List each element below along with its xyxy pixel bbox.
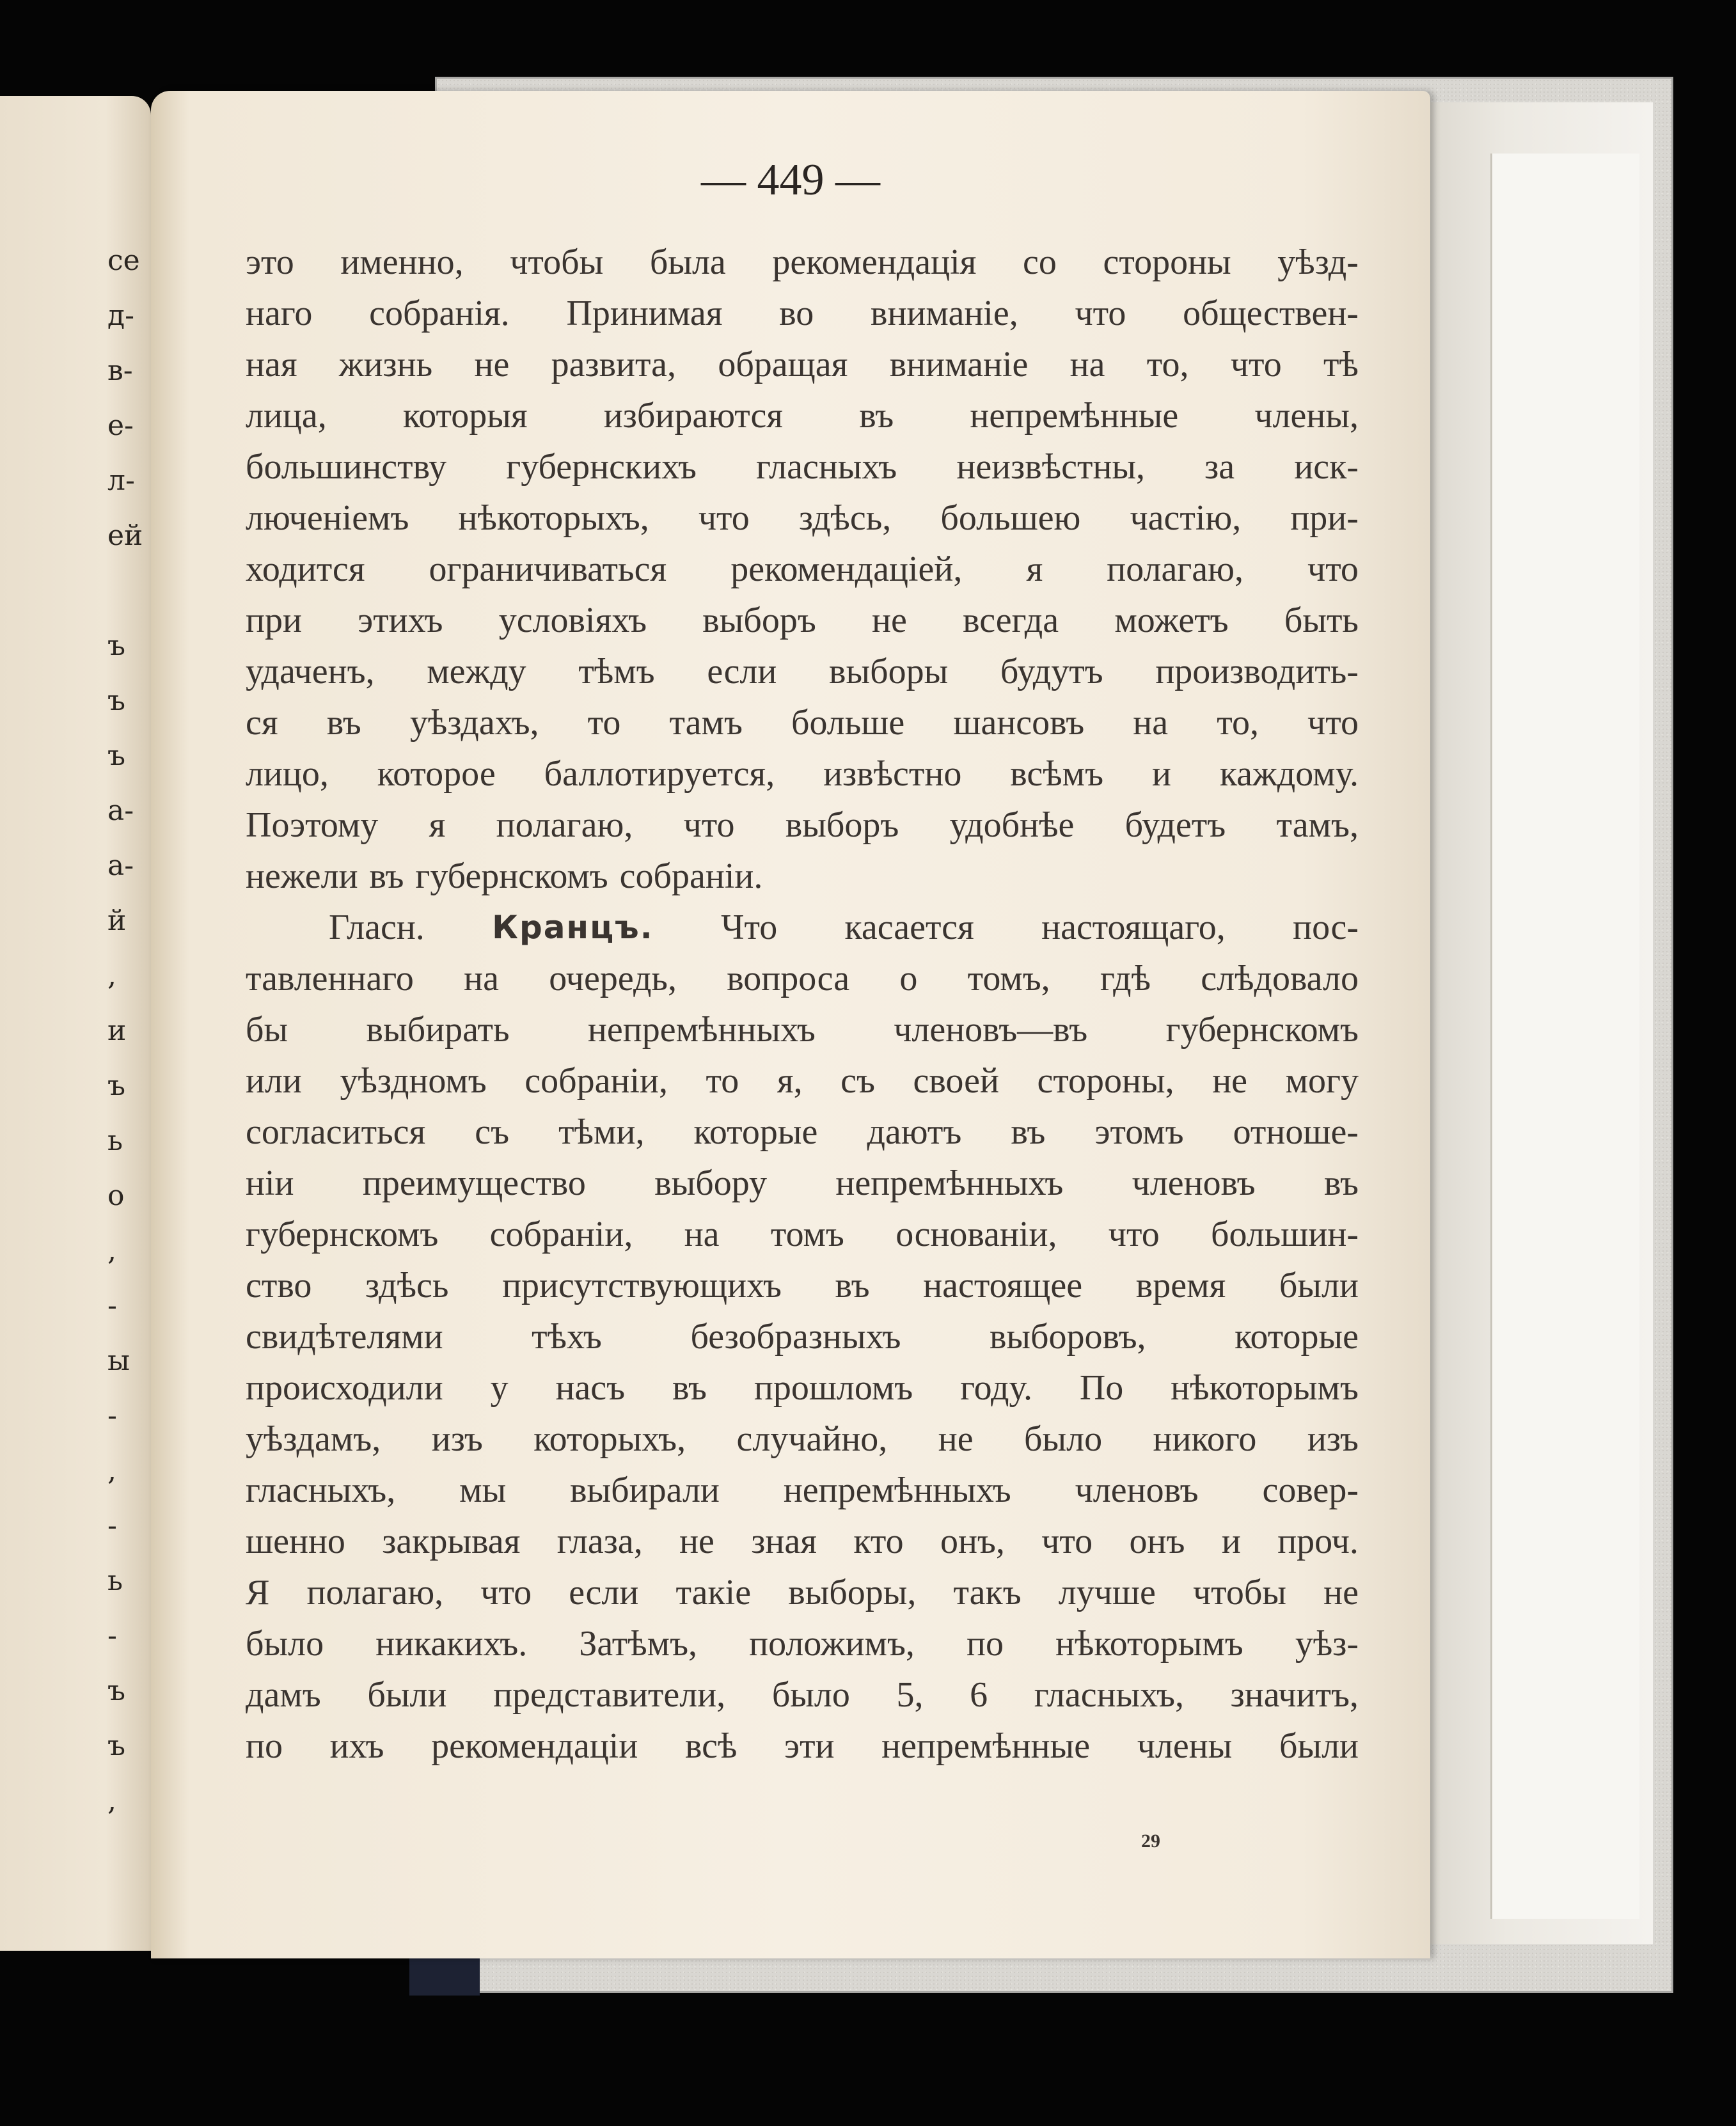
text-word: были bbox=[367, 1675, 447, 1715]
text-word: было bbox=[771, 1675, 850, 1715]
text-word: и bbox=[1221, 1522, 1241, 1561]
text-word: не bbox=[679, 1522, 714, 1561]
text-word: настоящее bbox=[923, 1266, 1083, 1305]
text-word: настоящаго, bbox=[1041, 908, 1226, 947]
text-word: уѣздномъ bbox=[340, 1061, 487, 1101]
text-word: нѣкоторымъ bbox=[1171, 1368, 1359, 1408]
text-word: рекомендаціей, bbox=[730, 549, 963, 589]
text-line bbox=[246, 339, 1359, 390]
text-line bbox=[246, 390, 1359, 441]
text-word: большею bbox=[940, 498, 1081, 538]
text-line bbox=[246, 237, 1359, 288]
text-word: Я bbox=[246, 1573, 270, 1612]
text-line bbox=[246, 748, 1359, 799]
text-word: члены bbox=[1137, 1726, 1233, 1766]
text-word: при- bbox=[1290, 498, 1359, 538]
text-word: которое bbox=[377, 754, 496, 794]
text-word: не bbox=[1212, 1061, 1248, 1101]
text-line bbox=[246, 799, 1359, 851]
text-word: по bbox=[246, 1726, 283, 1766]
text-line bbox=[246, 1004, 1359, 1055]
left-page-fragment: - bbox=[107, 1289, 117, 1322]
text-word: въ bbox=[1011, 1112, 1046, 1152]
text-word: то bbox=[587, 703, 621, 743]
text-word: въ bbox=[326, 703, 361, 743]
text-word: положимъ, bbox=[749, 1624, 915, 1664]
text-line bbox=[246, 953, 1359, 1004]
text-word: насъ bbox=[555, 1368, 626, 1408]
text-word: своей bbox=[913, 1061, 999, 1101]
text-word: на bbox=[1069, 345, 1105, 384]
text-word: больше bbox=[791, 703, 905, 743]
text-word: вопроса bbox=[727, 959, 850, 998]
text-word: изъ bbox=[431, 1419, 483, 1459]
text-word: въ bbox=[369, 856, 404, 896]
text-word: со bbox=[1023, 242, 1057, 282]
text-word: закрывая bbox=[382, 1522, 521, 1561]
text-word: этомъ bbox=[1094, 1112, 1184, 1152]
left-page-fragment: ь bbox=[107, 1124, 123, 1157]
speaker-name: Кранцъ. bbox=[492, 909, 654, 946]
left-page-fragment: й bbox=[107, 904, 127, 937]
text-word: избираются bbox=[603, 396, 784, 436]
text-word: будутъ bbox=[1000, 652, 1103, 691]
left-page-fragment: , bbox=[107, 959, 116, 992]
text-word: выборы, bbox=[788, 1573, 917, 1612]
text-word: во bbox=[779, 294, 814, 333]
text-word: всѣ bbox=[685, 1726, 738, 1766]
text-word: именно, bbox=[340, 242, 464, 282]
text-word: тѣмъ bbox=[578, 652, 655, 691]
left-page-fragment: а- bbox=[107, 794, 134, 827]
text-word: ограничиваться bbox=[429, 549, 667, 589]
text-word: то, bbox=[1146, 345, 1189, 384]
text-word: извѣстно bbox=[823, 754, 962, 794]
text-word: прошломъ bbox=[754, 1368, 913, 1408]
left-page-fragment: , bbox=[107, 1234, 116, 1267]
text-word: губернскомъ bbox=[1165, 1010, 1359, 1050]
text-word: тѣхъ bbox=[532, 1317, 602, 1357]
text-word: проч. bbox=[1277, 1522, 1359, 1561]
text-word: я, bbox=[777, 1061, 803, 1101]
text-word: гласныхъ bbox=[756, 447, 897, 487]
text-word: непремѣнныхъ bbox=[835, 1163, 1064, 1203]
text-word: тамъ, bbox=[1276, 805, 1359, 845]
text-word: присутствующихъ bbox=[502, 1266, 782, 1305]
text-word: значитъ, bbox=[1230, 1675, 1359, 1715]
text-word: Затѣмъ, bbox=[579, 1624, 698, 1664]
text-word: всѣмъ bbox=[1010, 754, 1104, 794]
text-word: ніи bbox=[246, 1163, 294, 1203]
text-line bbox=[246, 1465, 1359, 1516]
text-word: онъ bbox=[1129, 1522, 1185, 1561]
text-word: по bbox=[966, 1624, 1004, 1664]
text-word: можетъ bbox=[1114, 601, 1229, 640]
text-word: ная bbox=[246, 345, 297, 384]
text-word: каждому. bbox=[1219, 754, 1359, 794]
text-word: такъ bbox=[953, 1573, 1022, 1612]
text-word: отноше- bbox=[1233, 1112, 1359, 1152]
page-text bbox=[246, 237, 1359, 1772]
text-word: что bbox=[480, 1573, 532, 1612]
text-line bbox=[246, 646, 1359, 697]
left-page-fragment: д- bbox=[107, 299, 134, 332]
text-word: не bbox=[474, 345, 510, 384]
left-page-fragment: ь bbox=[107, 1564, 123, 1597]
text-line bbox=[246, 1209, 1359, 1260]
text-word: губернскомъ bbox=[246, 1215, 439, 1254]
text-word: люченіемъ bbox=[246, 498, 409, 538]
paragraph-2-first-line bbox=[246, 902, 1359, 953]
text-word: гдѣ bbox=[1100, 959, 1151, 998]
text-word: за bbox=[1204, 447, 1235, 487]
text-word: собраніи, bbox=[525, 1061, 668, 1101]
text-word: которые bbox=[1235, 1317, 1359, 1357]
text-word: уѣзд- bbox=[1277, 242, 1359, 282]
text-word: нѣкоторымъ bbox=[1055, 1624, 1243, 1664]
text-word: По bbox=[1079, 1368, 1124, 1408]
left-page-fragment: - bbox=[107, 1399, 117, 1432]
text-word: гласныхъ, bbox=[246, 1470, 396, 1510]
text-word: съ bbox=[840, 1061, 875, 1101]
text-word: чтобы bbox=[510, 242, 604, 282]
text-word: были bbox=[1279, 1266, 1359, 1305]
text-word: Принимая bbox=[566, 294, 723, 333]
text-word: здѣсь, bbox=[798, 498, 892, 538]
text-word: томъ bbox=[770, 1215, 844, 1254]
text-word: непремѣнные bbox=[970, 396, 1179, 436]
text-word: уѣз- bbox=[1295, 1624, 1359, 1664]
text-word: тѣ bbox=[1323, 345, 1359, 384]
text-word: рекомендаціи bbox=[431, 1726, 638, 1766]
text-word: у bbox=[490, 1368, 509, 1408]
text-word: 6 bbox=[970, 1675, 988, 1715]
text-word: что bbox=[1307, 703, 1359, 743]
text-word: членовъ bbox=[1132, 1163, 1256, 1203]
text-word: тавленнаго bbox=[246, 959, 414, 998]
text-word: лица, bbox=[246, 396, 327, 436]
text-word: при bbox=[246, 601, 302, 640]
text-word: жизнь bbox=[338, 345, 433, 384]
text-word: не bbox=[1323, 1573, 1359, 1612]
text-word: губернскомъ bbox=[415, 856, 608, 896]
text-word: съ bbox=[475, 1112, 510, 1152]
text-word: удаченъ, bbox=[246, 652, 375, 691]
text-word: вниманіе, bbox=[871, 294, 1018, 333]
text-word: были bbox=[1279, 1726, 1359, 1766]
text-word: происходили bbox=[246, 1368, 443, 1408]
text-word: которыхъ, bbox=[533, 1419, 686, 1459]
text-word: пос- bbox=[1293, 908, 1359, 947]
text-word: большинству bbox=[246, 447, 447, 487]
text-word: иск- bbox=[1294, 447, 1359, 487]
text-line bbox=[246, 1413, 1359, 1465]
text-line bbox=[246, 492, 1359, 544]
text-word: въ bbox=[672, 1368, 707, 1408]
text-word: полагаю, bbox=[496, 805, 633, 845]
text-word: выборы bbox=[829, 652, 949, 691]
text-line bbox=[246, 1158, 1359, 1209]
text-line bbox=[246, 1311, 1359, 1362]
text-word: тѣми, bbox=[558, 1112, 645, 1152]
text-word: Поэтому bbox=[246, 805, 379, 845]
text-word: губернскихъ bbox=[506, 447, 697, 487]
text-word: неизвѣстны, bbox=[956, 447, 1146, 487]
text-word: выбору bbox=[654, 1163, 768, 1203]
text-word: стороны bbox=[1103, 242, 1231, 282]
text-word: вниманіе bbox=[889, 345, 1029, 384]
left-page-fragment: ъ bbox=[107, 629, 125, 662]
text-word: гласныхъ, bbox=[1034, 1675, 1184, 1715]
text-word: производить- bbox=[1155, 652, 1359, 691]
text-word: ство bbox=[246, 1266, 312, 1305]
text-word: было bbox=[246, 1624, 324, 1664]
text-line bbox=[246, 1055, 1359, 1106]
text-word: время bbox=[1135, 1266, 1226, 1305]
text-word: совер- bbox=[1262, 1470, 1359, 1510]
left-page-fragment: в- bbox=[107, 354, 133, 387]
text-word: было bbox=[1024, 1419, 1103, 1459]
signature-mark: 29 bbox=[1141, 1831, 1160, 1852]
text-line bbox=[246, 1260, 1359, 1311]
text-word: собраніи, bbox=[489, 1215, 633, 1254]
text-word: свидѣтелями bbox=[246, 1317, 443, 1357]
text-word: никакихъ. bbox=[375, 1624, 528, 1664]
text-word: быть bbox=[1284, 601, 1359, 640]
text-word: была bbox=[649, 242, 726, 282]
text-word: слѣдовало bbox=[1201, 959, 1359, 998]
left-page-fragment: о bbox=[107, 1179, 125, 1212]
text-word: изъ bbox=[1307, 1419, 1359, 1459]
text-line bbox=[246, 441, 1359, 492]
text-word: и bbox=[1151, 754, 1171, 794]
text-word: развита, bbox=[551, 345, 677, 384]
text-word: здѣсь bbox=[365, 1266, 449, 1305]
right-page bbox=[151, 91, 1430, 1958]
text-word: выбирать bbox=[366, 1010, 510, 1050]
text-word: глаза, bbox=[556, 1522, 643, 1561]
text-word: чтобы bbox=[1192, 1573, 1286, 1612]
text-word: уѣздахъ, bbox=[409, 703, 539, 743]
text-word: выбирали bbox=[570, 1470, 720, 1510]
text-word: между bbox=[427, 652, 526, 691]
left-page-fragment: , bbox=[107, 1784, 116, 1817]
text-word: очередь, bbox=[549, 959, 677, 998]
text-word: лучше bbox=[1058, 1573, 1156, 1612]
text-word: тамъ bbox=[669, 703, 743, 743]
text-word: нежели bbox=[246, 856, 358, 896]
text-word: что bbox=[1041, 1522, 1093, 1561]
text-word: я bbox=[1026, 549, 1043, 589]
left-page-fragment: - bbox=[107, 1619, 117, 1652]
text-word: году. bbox=[960, 1368, 1032, 1408]
text-word: удобнѣе bbox=[949, 805, 1075, 845]
text-word: всегда bbox=[963, 601, 1059, 640]
text-line bbox=[246, 697, 1359, 748]
text-word: ихъ bbox=[329, 1726, 384, 1766]
text-word: преимущество bbox=[362, 1163, 586, 1203]
text-word: на bbox=[464, 959, 499, 998]
left-page-fragment: е- bbox=[107, 409, 134, 442]
left-page-fragment: ъ bbox=[107, 1729, 125, 1762]
left-page-fragment: ъ bbox=[107, 1674, 125, 1707]
text-word: ходится bbox=[246, 549, 365, 589]
text-word: что bbox=[1307, 549, 1359, 589]
text-word: если bbox=[707, 652, 777, 691]
page-block-inner-edge bbox=[1490, 154, 1639, 1919]
text-word: что bbox=[1075, 294, 1126, 333]
text-word: большин- bbox=[1211, 1215, 1359, 1254]
text-word: о bbox=[899, 959, 918, 998]
text-word: баллотируется, bbox=[544, 754, 775, 794]
paragraph-2 bbox=[246, 953, 1359, 1772]
text-word: шансовъ bbox=[953, 703, 1085, 743]
text-word: не bbox=[938, 1419, 974, 1459]
text-word: зная bbox=[751, 1522, 817, 1561]
text-word: то, bbox=[1217, 703, 1259, 743]
text-line bbox=[246, 288, 1359, 339]
text-line bbox=[246, 544, 1359, 595]
text-word: или bbox=[246, 1061, 302, 1101]
text-line bbox=[246, 1516, 1359, 1567]
text-word: непремѣнные bbox=[881, 1726, 1091, 1766]
text-word: что bbox=[1108, 1215, 1160, 1254]
text-word: безобразныхъ bbox=[690, 1317, 901, 1357]
text-word: которые bbox=[693, 1112, 818, 1152]
left-page-fragment: се bbox=[107, 244, 140, 277]
text-word: наго bbox=[246, 294, 313, 333]
left-page-fragment: ъ bbox=[107, 684, 125, 717]
text-word: обществен- bbox=[1183, 294, 1359, 333]
text-word: что bbox=[698, 498, 750, 538]
text-word: непремѣнныхъ bbox=[783, 1470, 1011, 1510]
left-page-fragment: , bbox=[107, 1454, 116, 1487]
text-word: я bbox=[429, 805, 446, 845]
left-page-fragment: ы bbox=[107, 1344, 130, 1377]
text-word: въ bbox=[1323, 1163, 1359, 1203]
text-word: бы bbox=[246, 1010, 288, 1050]
left-page-fragment: а- bbox=[107, 849, 134, 882]
text-word: частію, bbox=[1130, 498, 1242, 538]
text-word: выборовъ, bbox=[989, 1317, 1146, 1357]
text-word: полагаю, bbox=[1107, 549, 1243, 589]
text-word: дамъ bbox=[246, 1675, 321, 1715]
text-line bbox=[246, 1106, 1359, 1158]
text-word: даютъ bbox=[867, 1112, 962, 1152]
text-word: будетъ bbox=[1124, 805, 1226, 845]
left-page-fragment: ъ bbox=[107, 739, 125, 772]
text-word: членовъ—въ bbox=[894, 1010, 1088, 1050]
text-word: выборъ bbox=[785, 805, 899, 845]
text-line bbox=[246, 851, 1359, 902]
text-word: собраніи. bbox=[619, 856, 763, 896]
text-word: членовъ bbox=[1075, 1470, 1199, 1510]
text-word: на bbox=[1133, 703, 1169, 743]
text-word: эти bbox=[784, 1726, 835, 1766]
text-word: которыя bbox=[402, 396, 528, 436]
text-word: стороны, bbox=[1037, 1061, 1174, 1101]
text-word: лицо, bbox=[246, 754, 329, 794]
text-word: члены, bbox=[1254, 396, 1359, 436]
text-word: представители, bbox=[493, 1675, 726, 1715]
text-word: касается bbox=[844, 908, 974, 947]
text-word: если bbox=[569, 1573, 639, 1612]
text-word: 5, bbox=[896, 1675, 924, 1715]
text-line bbox=[246, 595, 1359, 646]
text-word: то bbox=[706, 1061, 739, 1101]
text-word: въ bbox=[859, 396, 894, 436]
left-page-fragment: ъ bbox=[107, 1069, 125, 1102]
text-word: это bbox=[246, 242, 294, 282]
text-word: согласиться bbox=[246, 1112, 426, 1152]
speaker-prefix: Гласн. bbox=[329, 908, 425, 947]
text-word: этихъ bbox=[358, 601, 443, 640]
text-word: непремѣнныхъ bbox=[587, 1010, 816, 1050]
text-word: могу bbox=[1285, 1061, 1359, 1101]
left-page-fragment: л- bbox=[107, 464, 135, 497]
left-page-fragment: - bbox=[107, 1509, 117, 1542]
text-line bbox=[246, 1669, 1359, 1720]
text-line bbox=[246, 1618, 1359, 1669]
text-word: не bbox=[872, 601, 907, 640]
text-word: основаніи, bbox=[896, 1215, 1057, 1254]
text-line bbox=[246, 1720, 1359, 1772]
left-page bbox=[0, 96, 151, 1951]
text-word: кто bbox=[853, 1522, 904, 1561]
text-word: уѣздамъ, bbox=[246, 1419, 381, 1459]
text-word: онъ, bbox=[940, 1522, 1005, 1561]
text-word: ся bbox=[246, 703, 278, 743]
text-word: что bbox=[683, 805, 735, 845]
paragraph-1 bbox=[246, 237, 1359, 902]
text-word: Что bbox=[721, 908, 778, 947]
text-word: томъ, bbox=[967, 959, 1050, 998]
text-word: въ bbox=[835, 1266, 870, 1305]
left-page-fragment: и bbox=[107, 1014, 127, 1047]
text-word: полагаю, bbox=[306, 1573, 444, 1612]
text-word: такіе bbox=[675, 1573, 752, 1612]
text-word: собранія. bbox=[369, 294, 510, 333]
text-word: что bbox=[1230, 345, 1282, 384]
text-word: шенно bbox=[246, 1522, 345, 1561]
text-word: случайно, bbox=[736, 1419, 888, 1459]
text-word: выборъ bbox=[702, 601, 816, 640]
text-word: на bbox=[684, 1215, 720, 1254]
left-page-fragment: ей bbox=[107, 519, 143, 552]
text-word: никого bbox=[1153, 1419, 1257, 1459]
text-word: мы bbox=[459, 1470, 507, 1510]
text-word: условіяхъ bbox=[498, 601, 647, 640]
text-line bbox=[246, 1567, 1359, 1618]
text-word: обращая bbox=[718, 345, 848, 384]
text-word: нѣкоторыхъ, bbox=[458, 498, 649, 538]
text-word: рекомендація bbox=[772, 242, 977, 282]
text-line bbox=[246, 1362, 1359, 1413]
page-number: — 449 — bbox=[701, 155, 880, 205]
